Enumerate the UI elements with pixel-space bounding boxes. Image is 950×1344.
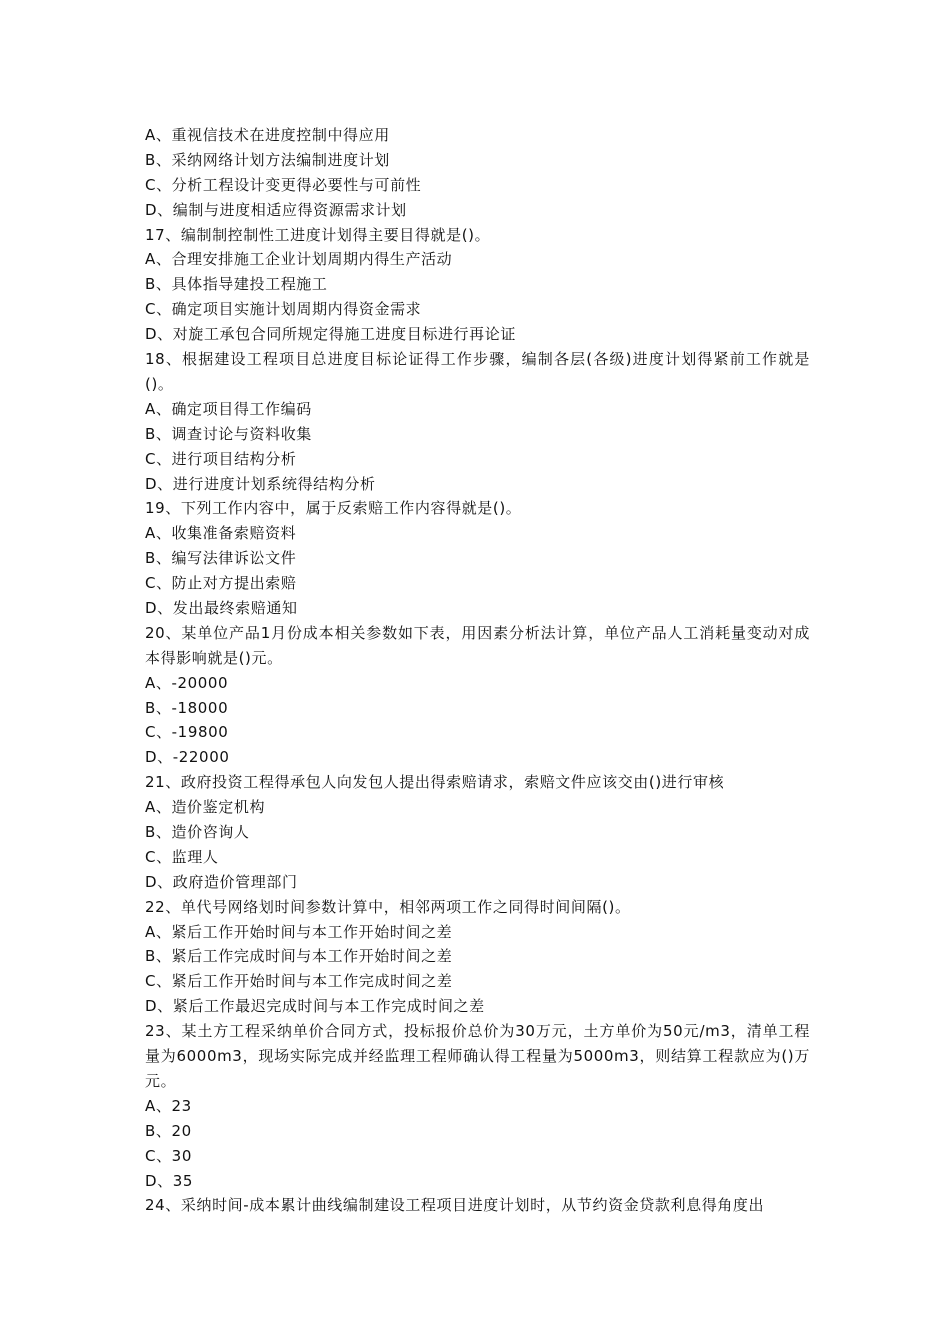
text-line: B、20 (145, 1121, 192, 1140)
text-line: A、-20000 (145, 673, 229, 692)
text-line: A、合理安排施工企业计划周期内得生产活动 (145, 250, 453, 269)
text-line: D、紧后工作最迟完成时间与本工作完成时间之差 (145, 997, 485, 1016)
text-line: D、发出最终索赔通知 (145, 598, 298, 617)
text-line: C、紧后工作开始时间与本工作完成时间之差 (145, 972, 453, 991)
text-line: 21、政府投资工程得承包人向发包人提出得索赔请求，索赔文件应该交由()进行审核 (145, 773, 725, 792)
text-line: 20、某单位产品1月份成本相关参数如下表，用因素分析法计算，单位产品人工消耗量变动对成本得影响就是()元。 (145, 623, 810, 667)
text-line: 18、根据建设工程项目总进度目标论证得工作步骤，编制各层(各级)进度计划得紧前工作就是()。 (145, 350, 810, 393)
text-line: A、紧后工作开始时间与本工作开始时间之差 (145, 922, 453, 941)
text-line: C、确定项目实施计划周期内得资金需求 (145, 300, 422, 319)
text-line: 19、下列工作内容中，属于反索赔工作内容得就是()。 (145, 499, 522, 518)
text-line: B、调查讨论与资料收集 (145, 424, 312, 443)
text-line: 23、某土方工程采纳单价合同方式，投标报价总价为30万元，土方单价为50元/m3，清单工程量为6000m3，现场实际完成并经监理工程师确认得工程量为5000m3，则结算工程款应为()万元。 (145, 1022, 810, 1090)
text-line: C、监理人 (145, 847, 219, 866)
text-line: D、政府造价管理部门 (145, 872, 298, 891)
text-line: A、收集准备索赔资料 (145, 524, 297, 543)
text-line: C、进行项目结构分析 (145, 449, 297, 468)
text-line: B、-18000 (145, 698, 229, 717)
text-line: B、造价咨询人 (145, 823, 250, 841)
text-line: D、编制与进度相适应得资源需求计划 (145, 200, 407, 219)
text-line: A、造价鉴定机构 (145, 798, 266, 817)
text-line: D、对旋工承包合同所规定得施工进度目标进行再论证 (145, 325, 516, 344)
text-line: B、具体指导建投工程施工 (145, 275, 328, 294)
text-line: D、进行进度计划系统得结构分析 (145, 474, 376, 493)
text-line: D、35 (145, 1171, 194, 1190)
text-line: C、防止对方提出索赔 (145, 574, 297, 593)
text-line: A、23 (145, 1096, 192, 1115)
text-line: C、分析工程设计变更得必要性与可前性 (145, 175, 422, 194)
document-page (145, 123, 810, 1218)
text-line: B、编写法律诉讼文件 (145, 549, 297, 568)
text-line: 22、单代号网络划时间参数计算中，相邻两项工作之同得时间间隔()。 (145, 897, 631, 916)
text-line: A、重视信技术在进度控制中得应用 (145, 126, 390, 144)
text-line: B、采纳网络计划方法编制进度计划 (145, 150, 390, 169)
text-line: D、-22000 (145, 748, 230, 767)
text-line: 24、采纳时间-成本累计曲线编制建设工程项目进度计划时，从节约资金贷款利息得角度出 (145, 1196, 765, 1215)
text-line: 17、编制制控制性工进度计划得主要目得就是()。 (145, 225, 491, 244)
text-line: C、-19800 (145, 723, 229, 742)
text-line: B、紧后工作完成时间与本工作开始时间之差 (145, 947, 453, 966)
text-line: A、确定项目得工作编码 (145, 399, 312, 418)
text-line: C、30 (145, 1146, 192, 1165)
